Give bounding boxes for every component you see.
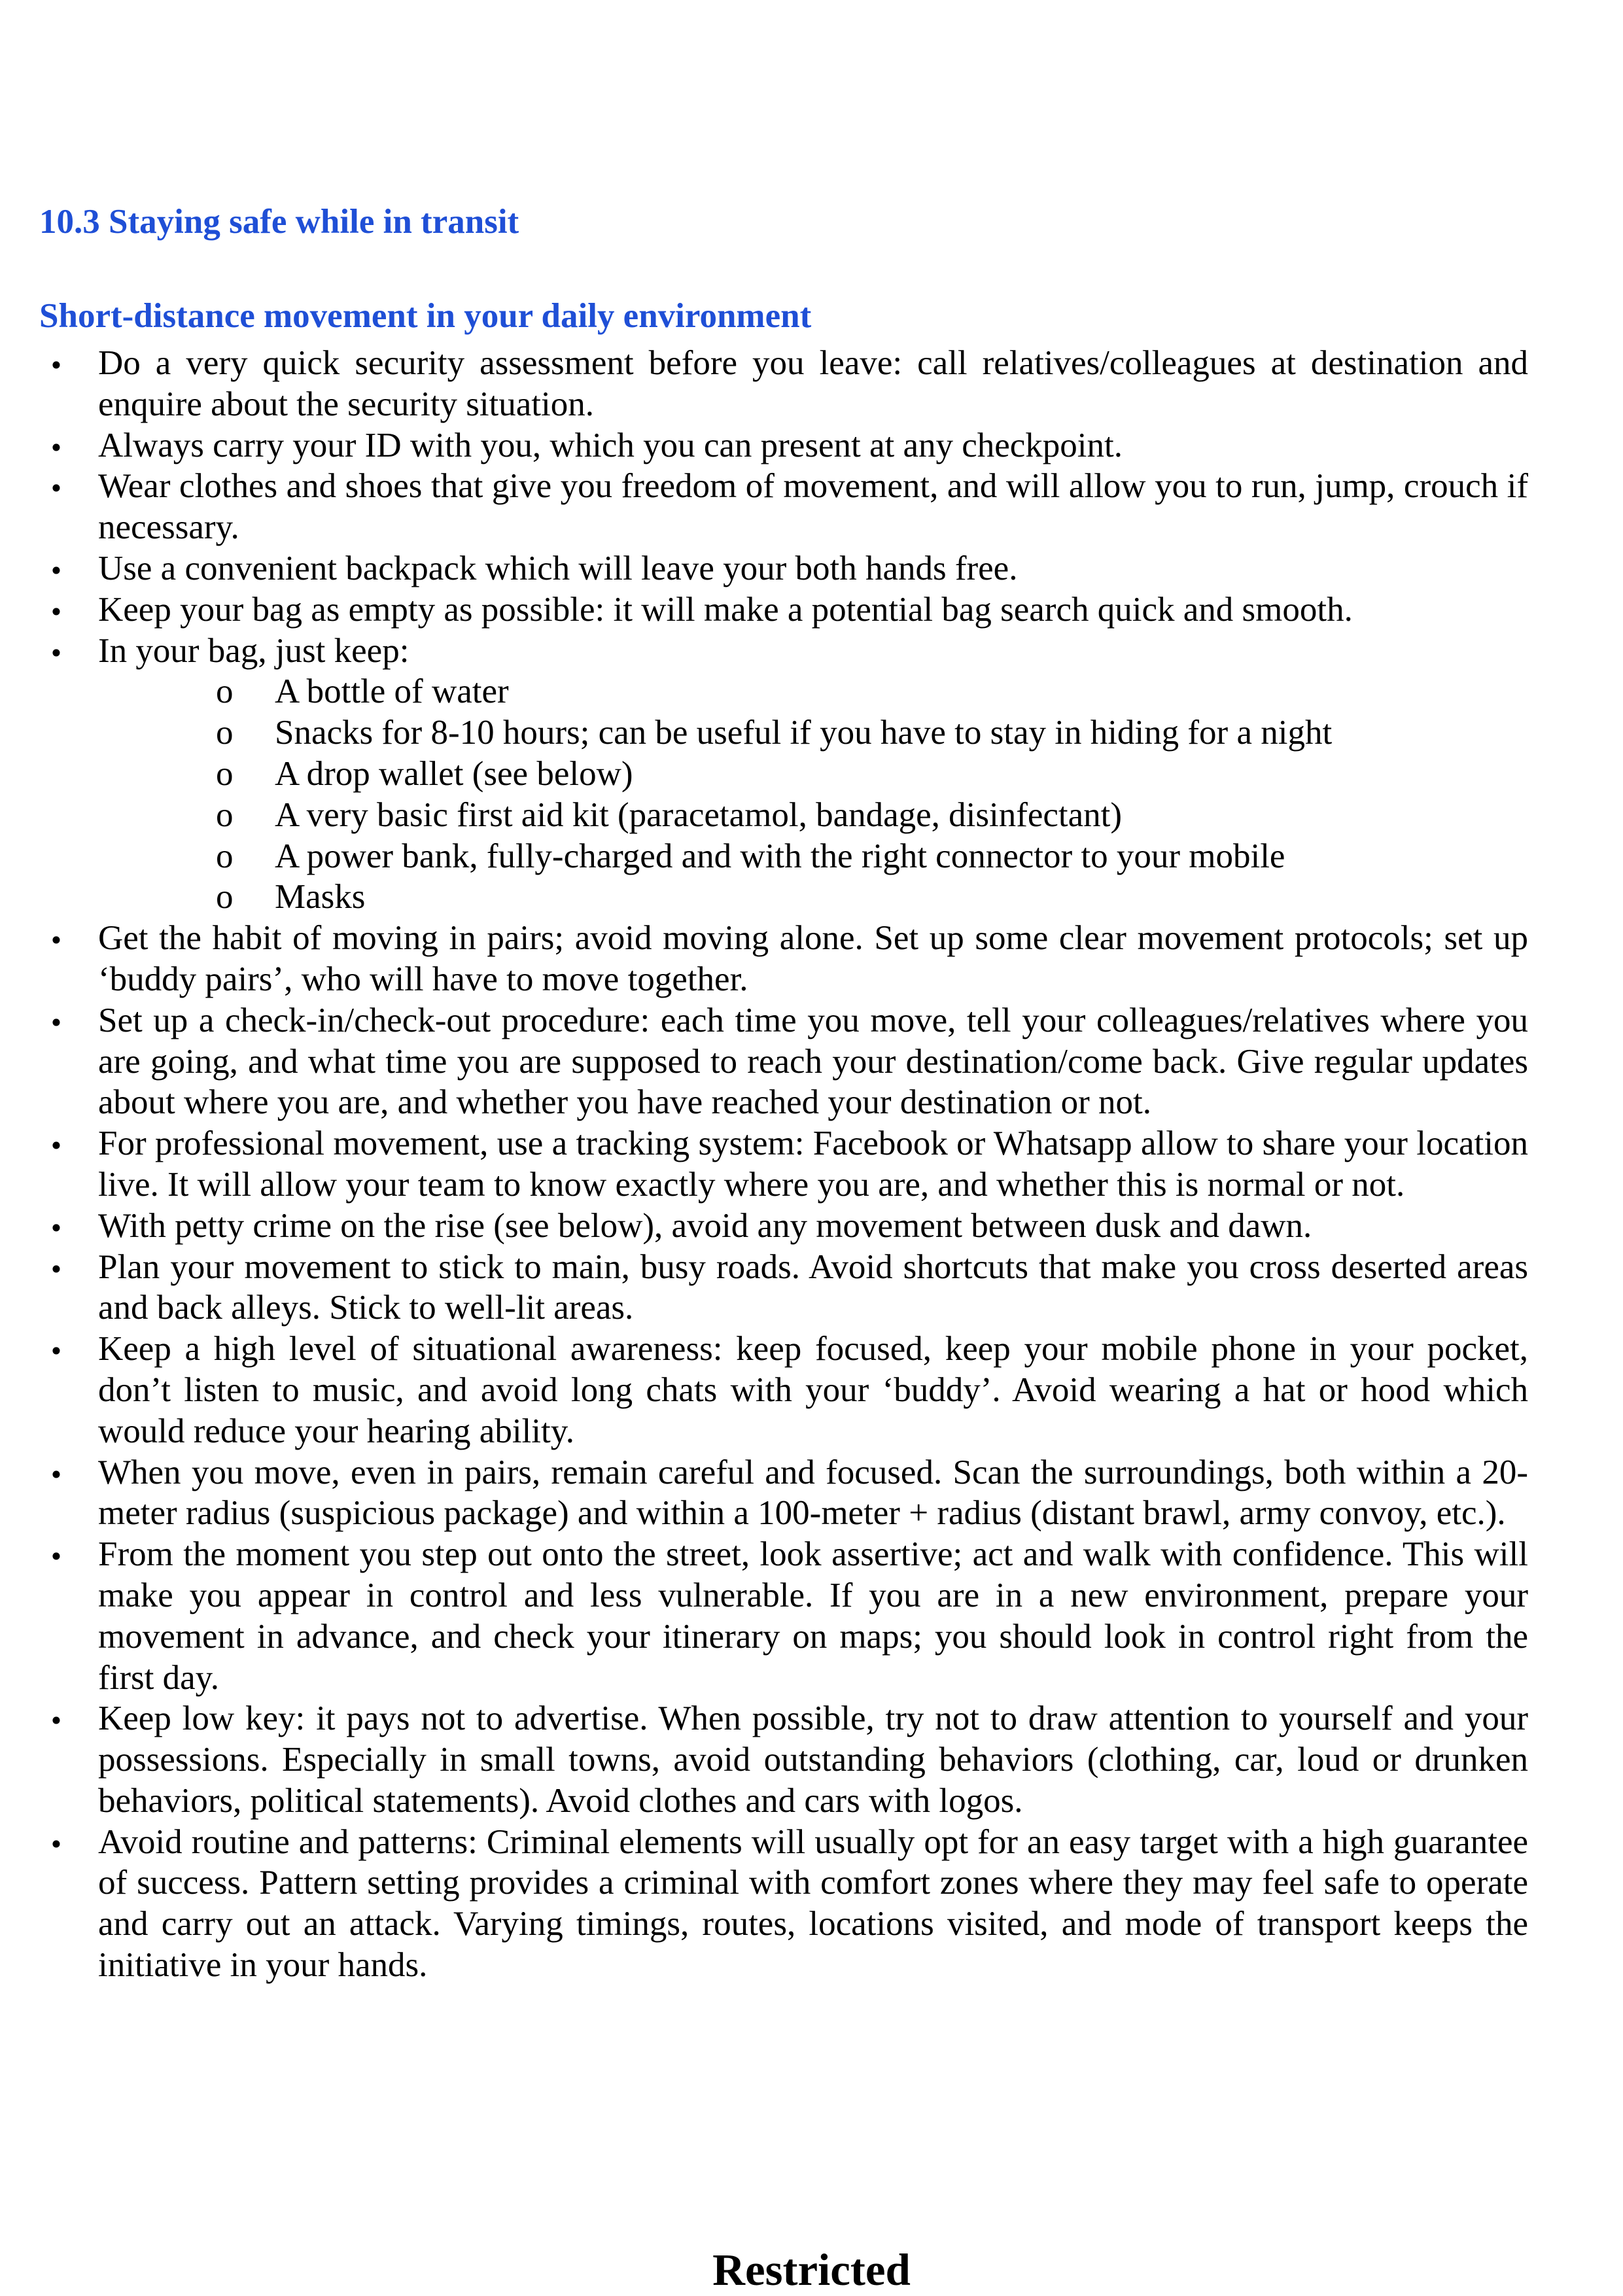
bullet-icon bbox=[43, 1822, 69, 1866]
list-item-text: Always carry your ID with you, which you can present at any checkpoint. bbox=[98, 426, 1123, 464]
list-item bbox=[39, 1534, 1528, 1698]
list-item-text: In your bag, just keep: bbox=[98, 631, 410, 670]
sub-list-item bbox=[39, 754, 1528, 795]
classification-footer: Restricted bbox=[712, 2245, 911, 2295]
body-content bbox=[39, 343, 1528, 1986]
sub-list-item-text: Masks bbox=[275, 878, 366, 916]
list-item bbox=[39, 425, 1528, 466]
list-item bbox=[39, 1000, 1528, 1123]
bullet-icon bbox=[43, 1206, 69, 1249]
list-item bbox=[39, 466, 1528, 548]
section-subtitle: Short-distance movement in your daily environment bbox=[39, 297, 812, 335]
bullet-icon bbox=[43, 1329, 69, 1372]
list-item bbox=[39, 918, 1528, 1000]
list-item-text: Keep your bag as empty as possible: it will make a potential bag search quick and smooth. bbox=[98, 590, 1353, 629]
sub-list-item-text: A drop wallet (see below) bbox=[275, 754, 633, 793]
list-item-text: Do a very quick security assessment before you leave: call relatives/colleagues at destination and enquire about the security situation. bbox=[98, 344, 1528, 423]
bullet-icon bbox=[43, 425, 69, 469]
sub-list-item bbox=[39, 836, 1528, 877]
list-item bbox=[39, 631, 1528, 918]
sub-list-item-text: A bottle of water bbox=[275, 672, 509, 711]
list-item-text: Keep low key: it pays not to advertise. When possible, try not to draw attention to yourself and your possessions. Especially in small towns, avoid outstanding behaviors (clothing, car, loud or drunken behaviors, political statements). Avoid clothes and cars with logos. bbox=[98, 1699, 1528, 1820]
list-item bbox=[39, 1206, 1528, 1247]
sub-list-item-text: Snacks for 8-10 hours; can be useful if you have to stay in hiding for a night bbox=[275, 714, 1333, 752]
sub-list-item bbox=[39, 877, 1528, 918]
bullet-icon bbox=[43, 466, 69, 510]
list-item-text: From the moment you step out onto the street, look assertive; act and walk with confidence. This will make you appear in control and less vulnerable. If you are in a new environment, prepare your movement in advance, and check your itinerary on maps; you should look in control right from the first day. bbox=[98, 1535, 1528, 1697]
bullet-icon bbox=[43, 1123, 69, 1167]
bullet-icon bbox=[43, 1247, 69, 1291]
list-item-text: Keep a high level of situational awareness: keep focused, keep your mobile phone in your pocket, don’t listen to music, and avoid long chats with your ‘buddy’. Avoid wearing a hat or hood which would reduce your hearing ability. bbox=[98, 1330, 1528, 1450]
section-title: 10.3 Staying safe while in transit bbox=[39, 203, 519, 241]
list-item-text: Wear clothes and shoes that give you freedom of movement, and will allow you to run, jump, crouch if necessary. bbox=[98, 467, 1528, 547]
bullet-icon bbox=[43, 631, 69, 674]
list-item-text: Get the habit of moving in pairs; avoid moving alone. Set up some clear movement protocols; set up ‘buddy pairs’, who will have to move together. bbox=[98, 919, 1528, 998]
list-item-text: Use a convenient backpack which will leave your both hands free. bbox=[98, 549, 1018, 587]
bullet-icon bbox=[43, 918, 69, 962]
sub-list-item-text: A very basic first aid kit (paracetamol, bandage, disinfectant) bbox=[275, 795, 1123, 834]
list-item-text: When you move, even in pairs, remain careful and focused. Scan the surroundings, both within a 20-meter radius (suspicious package) and within a 100-meter + radius (distant brawl, army convoy, etc.). bbox=[98, 1453, 1528, 1533]
sub-list-item bbox=[39, 795, 1528, 836]
sub-list-item bbox=[39, 712, 1528, 754]
list-item bbox=[39, 343, 1528, 425]
bullet-icon bbox=[43, 1698, 69, 1742]
list-item bbox=[39, 589, 1528, 631]
list-item bbox=[39, 548, 1528, 589]
bullet-icon bbox=[43, 1534, 69, 1578]
bullet-icon bbox=[43, 343, 69, 387]
bullet-icon bbox=[43, 1000, 69, 1044]
bag-items-list bbox=[98, 671, 1528, 918]
list-item-text: Set up a check-in/check-out procedure: each time you move, tell your colleagues/relatives where you are going, and what time you are supposed to reach your destination/come back. Give regular updates about where you are, and whether you have reached your destination or not. bbox=[98, 1001, 1528, 1122]
sub-list-item bbox=[39, 671, 1528, 712]
list-item bbox=[39, 1329, 1528, 1452]
list-item bbox=[39, 1123, 1528, 1206]
sub-list-item-text: A power bank, fully-charged and with the right connector to your mobile bbox=[275, 837, 1285, 875]
list-item bbox=[39, 1822, 1528, 1986]
bullet-icon bbox=[43, 548, 69, 592]
list-item bbox=[39, 1698, 1528, 1821]
bullet-icon bbox=[43, 1452, 69, 1496]
list-item-text: Plan your movement to stick to main, busy roads. Avoid shortcuts that make you cross deserted areas and back alleys. Stick to well-lit areas. bbox=[98, 1247, 1528, 1327]
list-item bbox=[39, 1452, 1528, 1535]
list-item-text: For professional movement, use a tracking system: Facebook or Whatsapp allow to share your location live. It will allow your team to know exactly where you are, and whether this is normal or not. bbox=[98, 1124, 1528, 1204]
list-item bbox=[39, 1247, 1528, 1329]
list-item-text: With petty crime on the rise (see below), avoid any movement between dusk and dawn. bbox=[98, 1206, 1312, 1245]
safety-bullet-list bbox=[39, 343, 1528, 1986]
bullet-icon bbox=[43, 589, 69, 633]
list-item-text: Avoid routine and patterns: Criminal elements will usually opt for an easy target with a high guarantee of success. Pattern setting provides a criminal with comfort zones where they may feel safe to operate and carry out an attack. Varying timings, routes, locations visited, and mode of transport keeps the initiative in your hands. bbox=[98, 1822, 1528, 1985]
